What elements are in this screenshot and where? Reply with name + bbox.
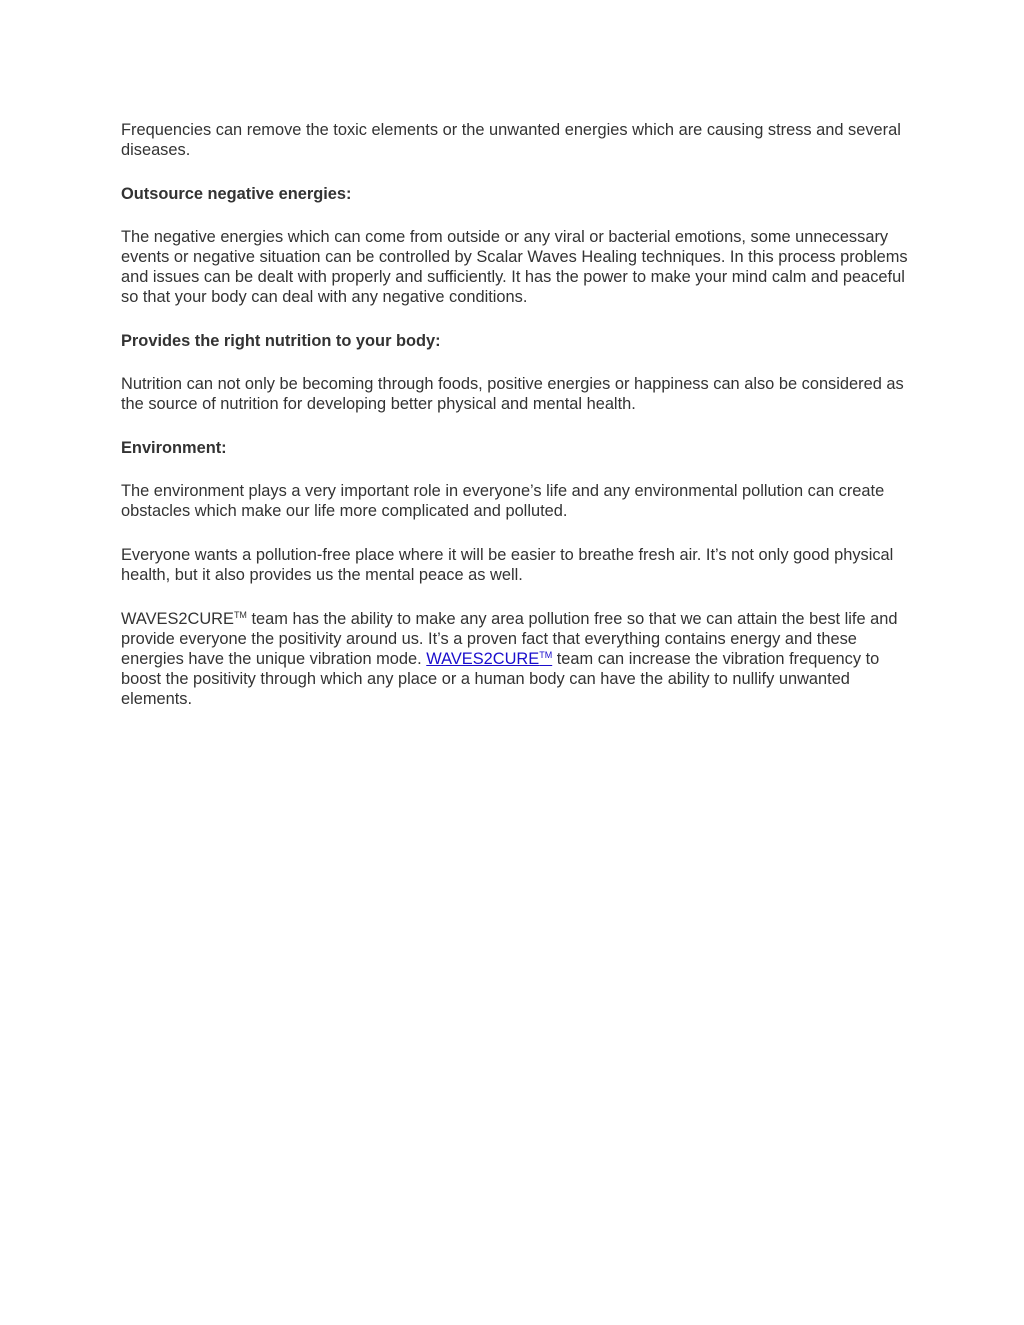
closing-paragraph (121, 609, 911, 709)
trademark-mark: TM (233, 610, 247, 620)
paragraph-environment-1: The environment plays a very important role in everyone’s life and any environmental pollution can create obstacles which make our life more complicated and polluted. (121, 482, 885, 520)
closing-text-1: team has the ability to make any area pollution free so that we can attain the best life and provide everyone the positivity around us. It’s a proven fact that everything contains energy and these energies have the unique vibration mode. (121, 610, 898, 668)
heading-environment: Environment: (121, 439, 227, 457)
closing-text-2: team can increase the vibration frequency to boost the positivity through which any place or a human body can have the ability to nullify unwanted elements. (121, 650, 880, 708)
document-body (121, 120, 911, 733)
paragraph-nutrition: Nutrition can not only be becoming through foods, positive energies or happiness can also be considered as the source of nutrition for developing better physical and mental health. (121, 375, 904, 413)
brand-name: WAVES2CURE (121, 610, 234, 628)
paragraph-outsource-negative-energies: The negative energies which can come from outside or any viral or bacterial emotions, some unnecessary events or negative situation can be controlled by Scalar Waves Healing techniques. In this process problems and issues can be dealt with properly and sufficiently. It has the power to make your mind calm and peaceful so that your body can deal with any negative conditions. (121, 228, 908, 306)
paragraph-environment-2: Everyone wants a pollution-free place where it will be easier to breathe fresh air. It’s not only good physical health, but it also provides us the mental peace as well. (121, 546, 894, 584)
heading-nutrition: Provides the right nutrition to your body: (121, 332, 441, 350)
waves2cure-link[interactable] (426, 650, 552, 668)
heading-outsource-negative-energies: Outsource negative energies: (121, 185, 352, 203)
intro-paragraph: Frequencies can remove the toxic elements or the unwanted energies which are causing stress and several diseases. (121, 121, 901, 159)
link-brand-name: WAVES2CURE (426, 650, 540, 668)
link-trademark-mark: TM (539, 650, 553, 660)
